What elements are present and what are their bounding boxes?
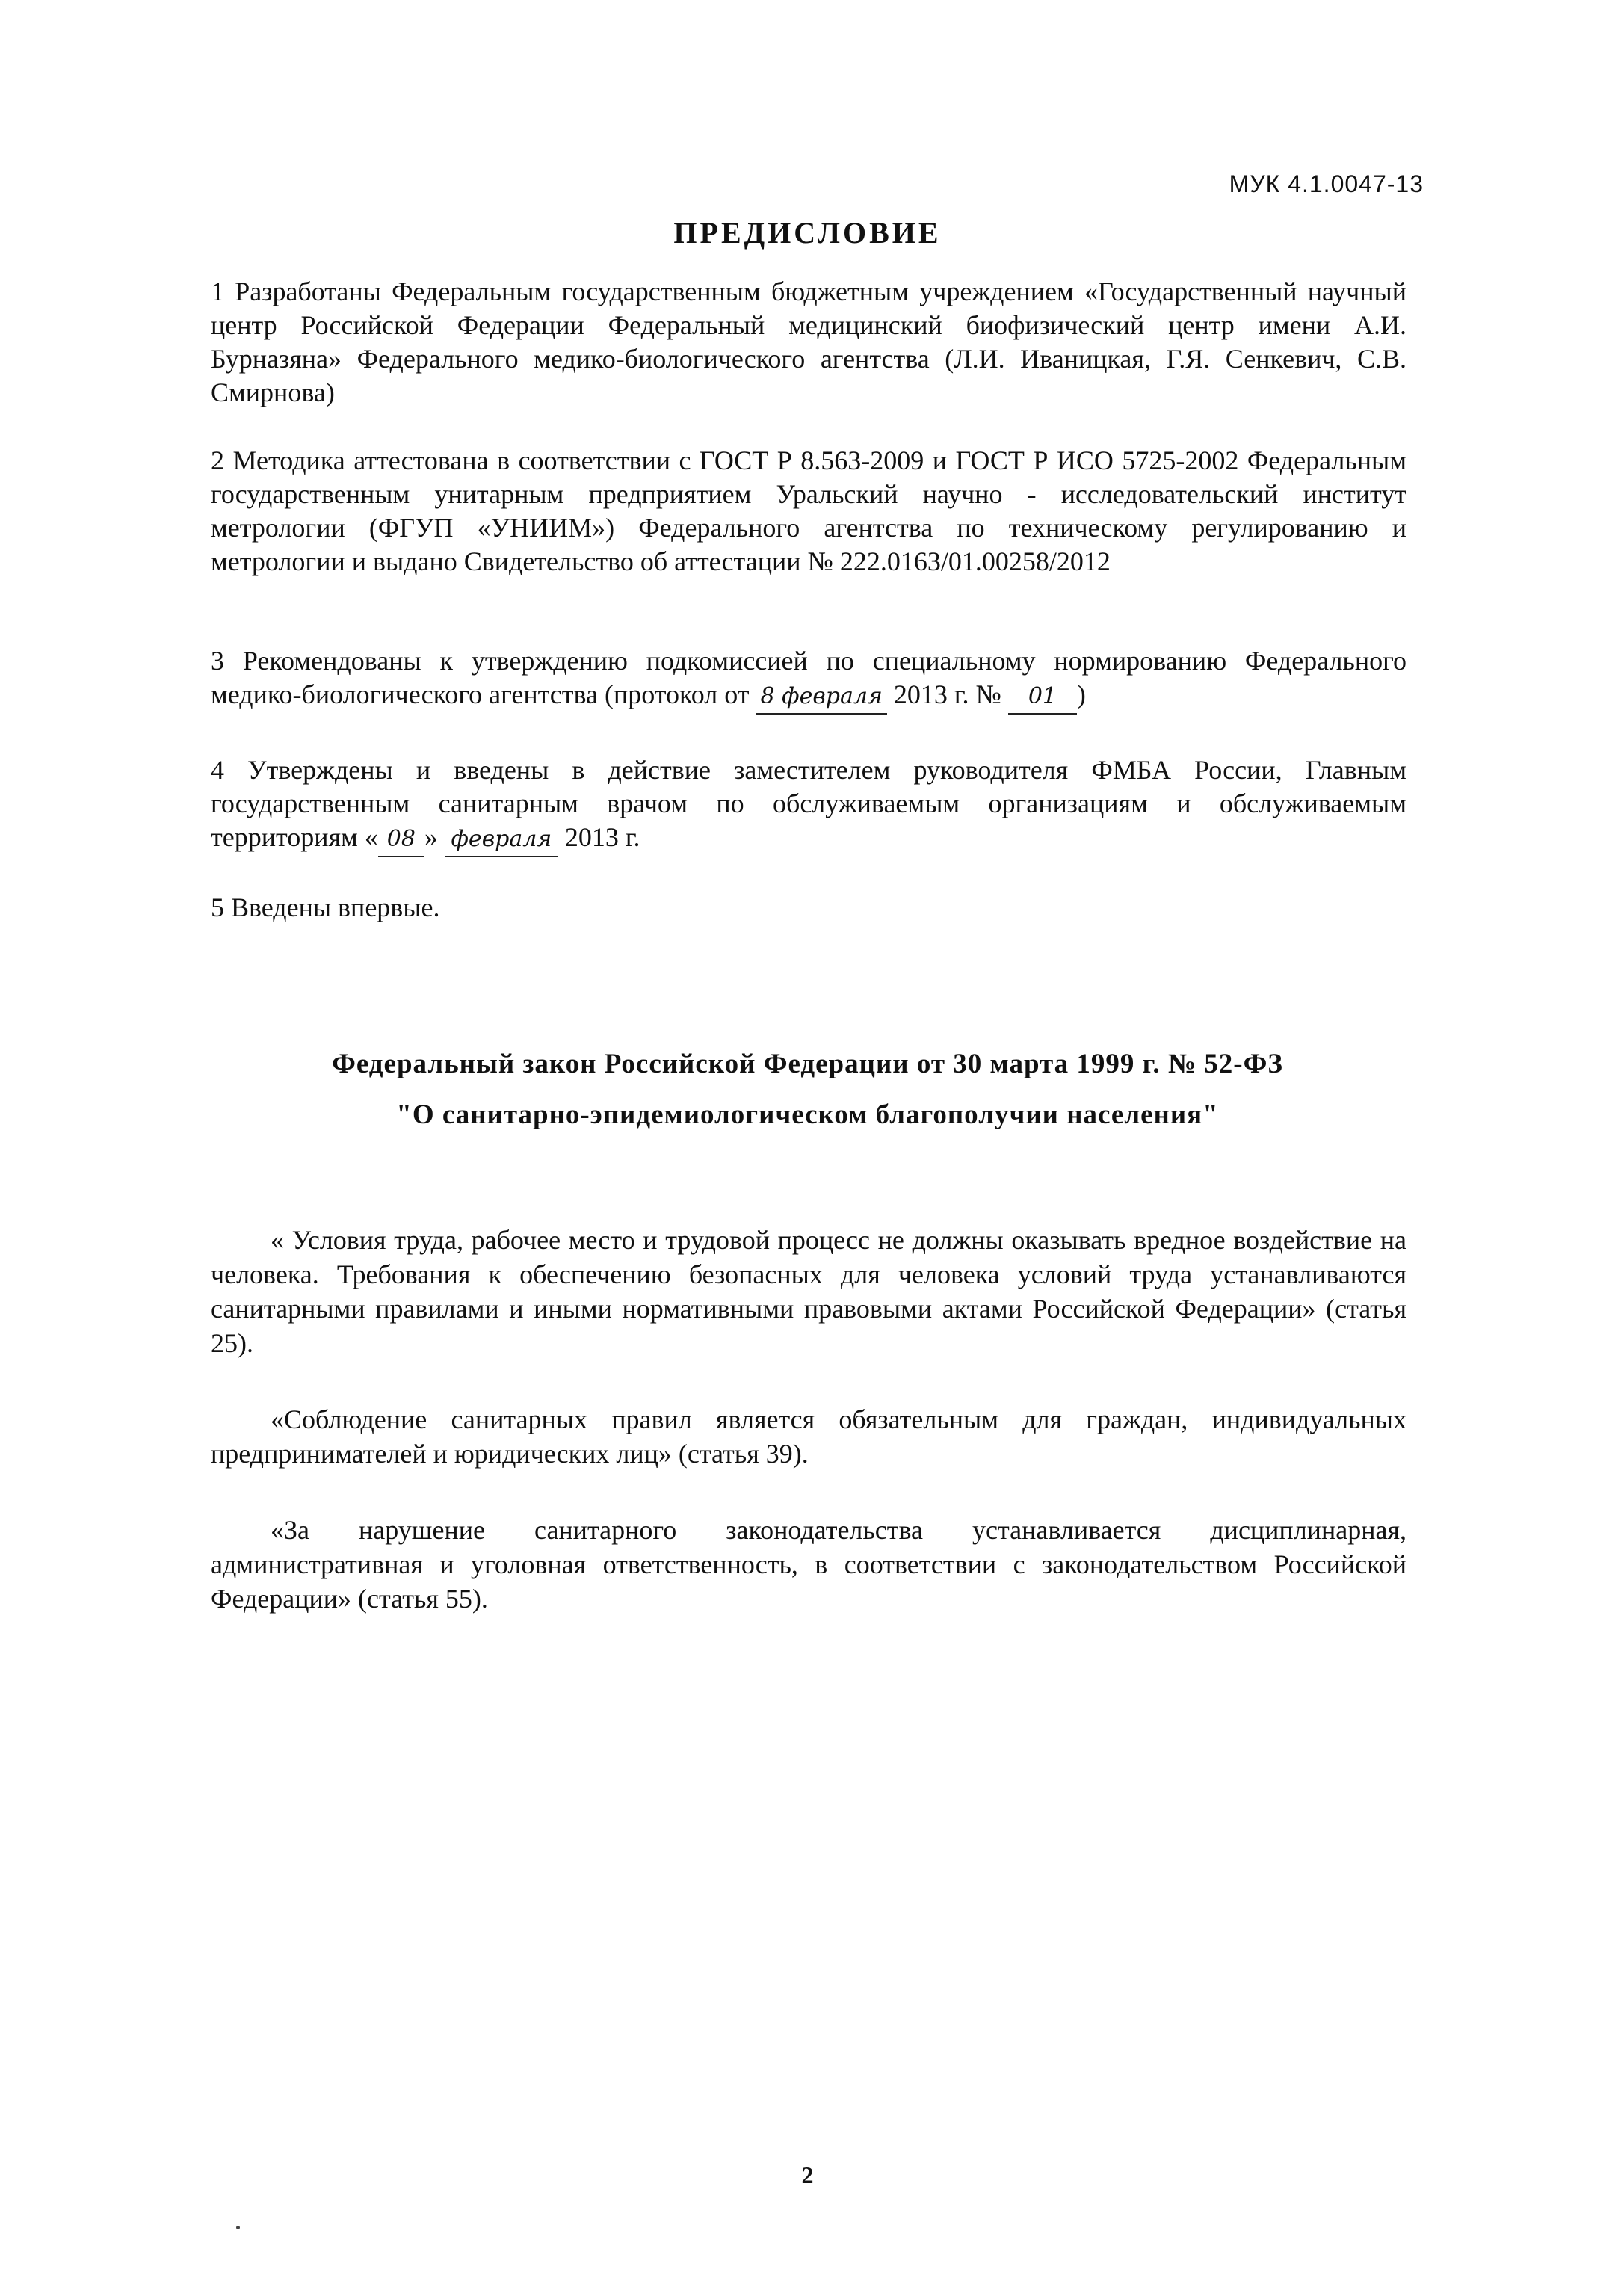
preface-item-3 — [211, 644, 1406, 715]
preface-item-4-text-after: 2013 г. — [558, 822, 640, 852]
law-quote-article-25: « Условия труда, рабочее место и трудовой процесс не должны оказывать вредное воздействие на человека. Требования к обеспечению безопасных для человека условий труда устанавливаются санитарными правилами и иными нормативными правовыми актами Российской Федерации» (статья 25). — [211, 1225, 1406, 1358]
preface-item-3-text-before: 3 Рекомендованы к утверждению подкомиссией по специальному нормированию Федерального медико-биологического агентства (протокол от — [211, 646, 1406, 709]
law-quote-article-55: «За нарушение санитарного законодательства устанавливается дисциплинарная, административная и уголовная ответственность, в соответствии с законодательством Российской Федерации» (статья 55). — [211, 1515, 1406, 1614]
preface-item-5: 5 Введены впервые. — [211, 892, 440, 922]
document-code: МУК 4.1.0047-13 — [1229, 170, 1424, 197]
handwritten-protocol-date: 8 февраля — [756, 679, 886, 715]
preface-item-1: 1 Разработаны Федеральным государственным бюджетным учреждением «Государственный научный центр Российской Федерации Федеральный медицинский биофизический центр имени А.И. Бурназяна» Федерального медико-биологического агентства (Л.И. Иваницкая, Г.Я. Сенкевич, С.В. Смирнова) — [211, 277, 1406, 407]
preface-item-3-text-middle: 2013 г. № — [886, 679, 1008, 709]
handwritten-approval-month: февраля — [445, 822, 558, 857]
preface-title: ПРЕДИСЛОВИЕ — [673, 216, 942, 250]
preface-item-4 — [211, 753, 1406, 857]
preface-item-4-text-middle: » — [424, 822, 445, 852]
page-number: 2 — [801, 2161, 814, 2188]
preface-item-2: 2 Методика аттестована в соответствии с ГОСТ Р 8.563-2009 и ГОСТ Р ИСО 5725-2002 Федеральным государственным унитарным предприятием Уральский научно - исследовательский институт метрологии (ФГУП «УНИИМ») Федерального агентства по техническому регулированию и метрологии и выдано Свидетельство об аттестации № 222.0163/01.00258/2012 — [211, 445, 1406, 576]
law-title-line-1: Федеральный закон Российской Федерации от 30 марта 1999 г. № 52-ФЗ — [332, 1049, 1283, 1079]
law-title-line-2: "О санитарно-эпидемиологическом благополучии населения" — [396, 1099, 1219, 1130]
preface-item-4-text-before: 4 Утверждены и введены в действие заместителем руководителя ФМБА России, Главным государственным санитарным врачом по обслуживаемым организациям и обслуживаемым территориям « — [211, 755, 1406, 852]
handwritten-protocol-number: 01 — [1008, 679, 1077, 715]
preface-item-3-text-after: ) — [1076, 679, 1086, 709]
scan-speck — [236, 2226, 240, 2229]
law-quote-article-39: «Соблюдение санитарных правил является обязательным для граждан, индивидуальных предпринимателей и юридических лиц» (статья 39). — [211, 1404, 1406, 1469]
handwritten-approval-day: 08 — [378, 822, 424, 857]
